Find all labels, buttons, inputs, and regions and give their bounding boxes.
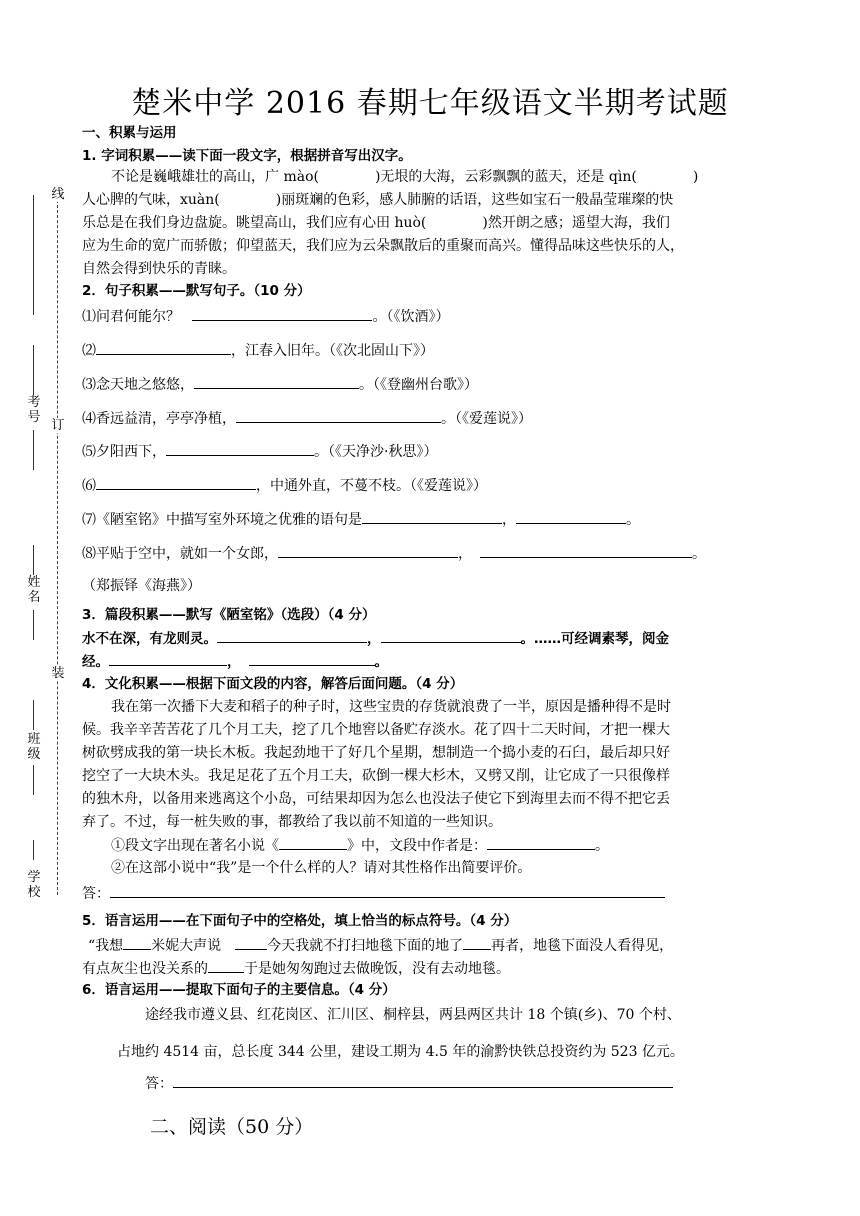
q5-text: 再者，地毯下面没人看得见， — [491, 938, 674, 954]
q3-title: 3．篇段积累——默写《陋室铭》（选段）（4 分） — [82, 607, 376, 623]
q1-line-3 — [82, 213, 670, 233]
q6-title: 6．语言运用——提取下面句子的主要信息。（4 分） — [82, 982, 396, 998]
q5-text: 有点灰尘也没关系的 — [82, 961, 208, 977]
q2-prompt: ⑷香远益清，亭亭净植， — [82, 411, 236, 427]
q4-passage-line: 我在第一次播下大麦和稻子的种子时，这些宝贵的存货就浪费了一半，原因是播种得不是时 — [111, 699, 671, 715]
q4-passage-line: 候。我辛辛苦苦花了几个月工夫，挖了几个地窖以备贮存淡水。花了四十二天时间，才把一棵大 — [82, 722, 670, 738]
section-1-heading: 一、积累与运用 — [82, 125, 177, 141]
answer-blank[interactable] — [249, 651, 375, 666]
answer-label: 答： — [145, 1076, 173, 1092]
q2-source: 。（《爱莲说》） — [441, 411, 532, 427]
q2-end: 。 — [626, 512, 640, 528]
answer-blank[interactable] — [123, 935, 151, 950]
q3-text: 。……可经调素琴，阅金 — [520, 631, 669, 647]
answer-blank[interactable] — [96, 340, 231, 355]
label-name — [26, 575, 42, 605]
q2-sep: ， — [502, 512, 516, 528]
q4-passage-line: 弃了。不过，每一桩失败的事，都教给了我以前不知道的一些知识。 — [82, 814, 502, 830]
q2-source: 。（《饮酒》） — [372, 309, 450, 325]
q3-sep: ， — [367, 631, 381, 647]
answer-blank[interactable] — [236, 408, 441, 423]
q4-sub-text: 》中，文段中作者是： — [347, 838, 487, 854]
side-divider — [33, 700, 34, 730]
answer-blank-author[interactable] — [487, 835, 595, 850]
answer-blank[interactable] — [463, 935, 491, 950]
q2-item-5 — [82, 441, 437, 462]
answer-blank[interactable] — [217, 628, 367, 643]
q2-source: ，江春入旧年。（《次北固山下》） — [231, 343, 434, 359]
side-divider — [33, 195, 34, 315]
q2-source: 。（《天净沙·秋思》） — [314, 444, 438, 460]
q2-item-1 — [82, 306, 449, 327]
q2-prompt: ⑺《陋室铭》中描写室外环境之优雅的语句是 — [82, 512, 362, 528]
answer-blank[interactable] — [362, 509, 502, 524]
q4-sub-text: ①段文字出现在著名小说《 — [111, 838, 279, 854]
q4-passage-line: 的独木舟，以备用来逃离这个小岛，可结果却因为怎么也没法子使它下到海里去而不得不把它丢 — [82, 791, 670, 807]
exam-title: 楚米中学 2016 春期七年级语文半期考试题 — [131, 86, 729, 121]
label-class — [26, 732, 42, 762]
q1-line-4: 应为生命的宽广而骄傲；仰望蓝天，我们应为云朵飘散后的重聚而高兴。懂得品味这些快乐的人， — [82, 238, 684, 254]
answer-blank[interactable] — [516, 509, 626, 524]
q2-prompt: ⑹ — [82, 478, 96, 494]
answer-blank[interactable] — [166, 441, 314, 456]
section-2-heading: 二、阅读（50 分） — [150, 1116, 314, 1138]
q1-text: 不论是巍峨雄壮的高山，广 mào( — [111, 169, 319, 185]
q2-item-8-source: （郑振铎《海燕》） — [82, 578, 201, 594]
q2-source: 。（《登幽州台歌》） — [359, 377, 478, 393]
q3-text: 水不在深，有龙则灵。 — [82, 631, 217, 647]
label-exam-number — [26, 395, 42, 425]
q5-text: 米妮大声说 — [151, 938, 222, 954]
q1-text: )丽斑斓的色彩，感人肺腑的话语，这些如宝石一般晶莹璀璨的快 — [275, 192, 674, 208]
q6-passage-line: 途经我市遵义县、红花岗区、汇川区、桐梓县，两县两区共计 18 个镇(乡)、70 个村、 — [145, 1007, 681, 1023]
q2-item-2 — [82, 340, 434, 361]
q2-item-4 — [82, 408, 532, 429]
q2-item-3 — [82, 374, 478, 395]
q3-line-2 — [82, 651, 388, 672]
q1-text: )然开朗之感；遥望大海，我们 — [482, 215, 670, 231]
q2-item-6 — [82, 475, 487, 496]
q2-prompt: ⑴问君何能尔？ — [82, 309, 180, 325]
q4-title: 4．文化积累——根据下面文段的内容，解答后面问题。（4 分） — [82, 676, 464, 692]
q5-line-2 — [82, 958, 510, 979]
q2-item-7 — [82, 509, 640, 530]
q2-item-8 — [82, 543, 706, 564]
side-divider — [33, 840, 34, 860]
label-school-text: 学校 — [27, 870, 41, 900]
side-divider — [33, 545, 34, 575]
q1-line-5: 自然会得到快乐的青睐。 — [82, 261, 236, 277]
answer-blank[interactable] — [381, 628, 521, 643]
answer-blank[interactable] — [96, 475, 256, 490]
label-exam-number-text: 考号 — [27, 395, 41, 425]
q4-passage-line: 挖空了一大块木头。我足足花了五个月工夫，砍倒一棵大杉木，又劈又削，让它成了一只很像样 — [82, 768, 670, 784]
q2-prompt: ⑶念天地之悠悠， — [82, 377, 194, 393]
q6-answer — [145, 1073, 673, 1094]
answer-blank[interactable] — [194, 374, 359, 389]
q1-text: ) — [692, 169, 699, 185]
answer-blank[interactable] — [235, 935, 267, 950]
q2-source: ，中通外直，不蔓不枝。（《爱莲说》） — [256, 478, 487, 494]
side-divider — [33, 610, 34, 640]
answer-blank[interactable] — [192, 306, 372, 321]
q4-subquestion-1 — [111, 835, 609, 856]
binding-char-ding: 订 — [51, 418, 65, 433]
q4-subquestion-2: ②在这部小说中“我”是一个什么样的人？请对其性格作出简要评价。 — [111, 860, 532, 876]
side-divider — [33, 430, 34, 470]
q5-line-1 — [88, 935, 673, 956]
answer-blank[interactable] — [278, 543, 458, 558]
q5-text: “我想 — [88, 938, 124, 954]
q1-line-2 — [82, 190, 673, 210]
binding-line — [57, 195, 58, 895]
label-class-text: 班级 — [27, 732, 41, 762]
q3-sep: ， — [227, 654, 241, 670]
answer-line[interactable] — [173, 1073, 673, 1088]
q1-title: 1. 字词积累——读下面一段文字，根据拼音写出汉字。 — [82, 148, 412, 164]
answer-blank[interactable] — [208, 958, 244, 973]
q5-text: 于是她匆匆跑过去做晚饭，没有去动地毯。 — [244, 961, 510, 977]
answer-blank[interactable] — [480, 543, 692, 558]
q3-text: 经。 — [82, 654, 109, 670]
binding-char-xian: 线 — [51, 187, 65, 202]
q5-text: 今天我就不打扫地毯下面的地了 — [267, 938, 464, 954]
q4-passage-line: 树砍劈成我的第一块长木板。我起劲地干了好几个星期，想制造一个捣小麦的石臼，最后却只好 — [82, 745, 670, 761]
q6-passage-line: 占地约 4514 亩，总长度 344 公里，建设工期为 4.5 年的渝黔快铁总投资约为 523 亿元。 — [117, 1044, 684, 1060]
q1-text: 乐总是在我们身边盘旋。眺望高山，我们应有心田 huò( — [82, 215, 427, 231]
q5-title: 5．语言运用——在下面句子中的空格处，填上恰当的标点符号。（4 分） — [82, 913, 518, 929]
q1-line-1 — [111, 167, 698, 187]
label-name-text: 姓名 — [27, 575, 41, 605]
q2-title: 2．句子积累——默写句子。（10 分） — [82, 283, 311, 299]
q2-end: 。 — [692, 546, 706, 562]
q2-prompt: ⑸夕阳西下， — [82, 444, 166, 460]
answer-blank[interactable] — [109, 651, 227, 666]
binding-char-zhuang: 装 — [51, 666, 65, 681]
label-school — [26, 870, 42, 900]
q2-sep: ， — [458, 546, 472, 562]
q4-sub-text: 。 — [595, 838, 609, 854]
answer-line[interactable] — [110, 883, 665, 898]
q2-prompt: ⑵ — [82, 343, 96, 359]
q3-end: 。 — [374, 654, 388, 670]
q2-prompt: ⑻平贴于空中，就如一个女郎， — [82, 546, 278, 562]
q1-text: )无垠的大海，云彩飘飘的蓝天，还是 qìn( — [374, 169, 637, 185]
q3-line-1 — [82, 628, 669, 649]
q1-text: 人心脾的气味，xuàn( — [82, 192, 220, 208]
answer-label: 答： — [82, 886, 110, 902]
answer-blank-novel[interactable] — [279, 835, 347, 850]
side-divider — [33, 765, 34, 795]
q4-answer — [82, 883, 665, 904]
